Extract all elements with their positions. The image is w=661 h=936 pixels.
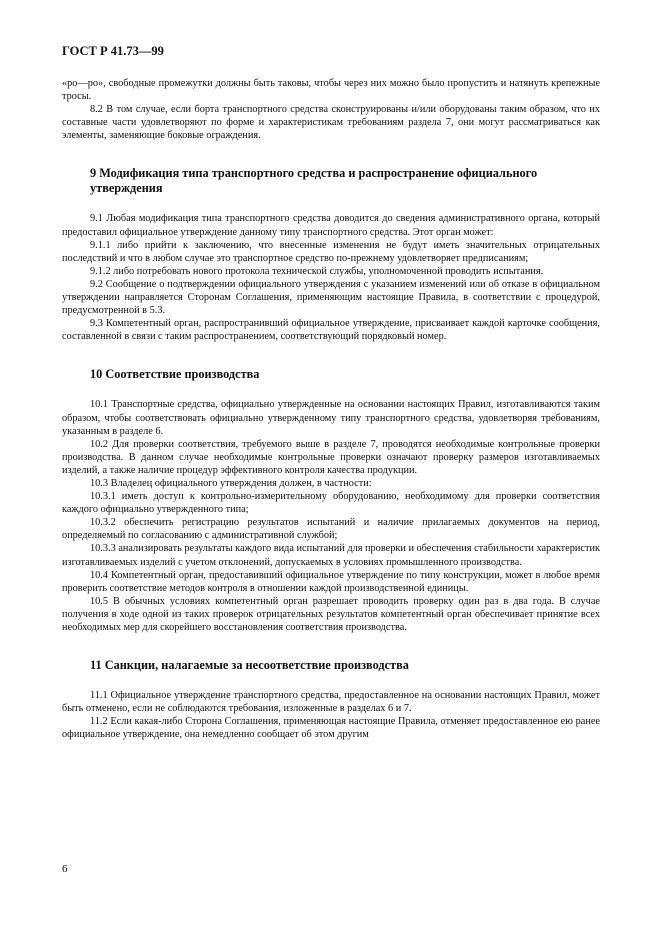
paragraph: 9.2 Сообщение о подтверждении официального утверждения с указанием изменений или об отказе в официальном утверждении направляется Сторонам Соглашения, применяющим настоящие Правила, в соответствии с процедурой, предусмотренной в 5.3.	[62, 278, 600, 317]
paragraph: 10.2 Для проверки соответствия, требуемого выше в разделе 7, проводятся необходимые контрольные проверки производства. В данном случае необходимые контрольные проверки означают проверку размеров изготавливаемых изделий, а также наличие процедур эффективного контроля качества продукции.	[62, 438, 600, 476]
section-heading: 11 Санкции, налагаемые за несоответствие производства	[90, 658, 409, 673]
paragraph: 11.1 Официальное утверждение транспортного средства, предоставленное на основании настоящих Правил, может быть отменено, если не соблюдаются требования, изложенные в разделах 6 и 7.	[62, 690, 600, 715]
paragraph: 9.1.2 либо потребовать нового протокола технической службы, уполномоченной проводить испытания.	[90, 265, 544, 277]
paragraph: 8.2 В том случае, если борта транспортного средства сконструированы и/или оборудованы таким образом, что их составные части удовлетворяют по форме и характеристикам требованиям раздела 7, они могут рассматриваться как элементы, заменяющие боковые ограждения.	[62, 104, 600, 142]
paragraph: 10.3.2 обеспечить регистрацию результатов испытаний и наличие прилагаемых документов на период, определяемый по согласованию с административной службой;	[62, 517, 600, 542]
paragraph: 10.1 Транспортные средства, официально утвержденные на основании настоящих Правил, изготавливаются таким образом, чтобы соответствовать официально утвержденному типу транспортного средства, удовлетворяя требованиям, указанным в разделе 6.	[62, 399, 600, 437]
document-header: ГОСТ Р 41.73—99	[62, 44, 164, 58]
paragraph: 9.1.1 либо прийти к заключению, что внесенные изменения не будут иметь значительных отрицательных последствий и что в любом случае это транспортное средство по-прежнему удовлетворяет предписаниям;	[62, 239, 600, 264]
document-body	[62, 77, 600, 741]
paragraph: 10.5 В обычных условиях компетентный орган разрешает проводить проверку один раз в два года. В случае получения в ходе одной из таких проверок отрицательных результатов компетентный орган обеспечивает принятие всех необходимых мер для скорейшего восстановления соответствия производства.	[62, 595, 600, 633]
paragraph: 9.1 Любая модификация типа транспортного средства доводится до сведения административного органа, который предоставил официальное утверждение данному типу транспортного средства. Этот орган может:	[62, 213, 600, 238]
paragraph: 10.4 Компетентный орган, предоставивший официальное утверждение по типу конструкции, может в любое время проверить соответствие методов контроля в отношении каждой производственной единицы.	[62, 569, 600, 594]
paragraph: 10.3.3 анализировать результаты каждого вида испытаний для проверки и обеспечения стабильности характеристик изготавливаемых изделий с учетом отклонений, допускаемых в условиях промышленного производства.	[62, 543, 600, 568]
paragraph: 10.3 Владелец официального утверждения должен, в частности:	[90, 477, 372, 489]
section-heading: 10 Соответствие производства	[90, 367, 260, 382]
paragraph: 10.3.1 иметь доступ к контрольно-измерительному оборудованию, необходимому для проверки соответствия каждого официально утвержденного типа;	[62, 491, 600, 516]
paragraph: 9.3 Компетентный орган, распространивший официальное утверждение, присваивает каждой карточке сообщения, составленной в связи с таким распространением, соответствующий порядковый номер.	[62, 318, 600, 343]
paragraph: «ро—ро», свободные промежутки должны быть таковы, чтобы через них можно было пропустить и натянуть крепежные тросы.	[62, 78, 600, 103]
paragraph: 11.2 Если какая-либо Сторона Соглашения, применяющая настоящие Правила, отменяет предоставленное ею ранее официальное утверждение, она немедленно сообщает об этом другим	[62, 716, 600, 741]
section-heading: 9 Модификация типа транспортного средства и распространение официального утверждения	[90, 166, 538, 196]
page-number: 6	[62, 863, 68, 875]
